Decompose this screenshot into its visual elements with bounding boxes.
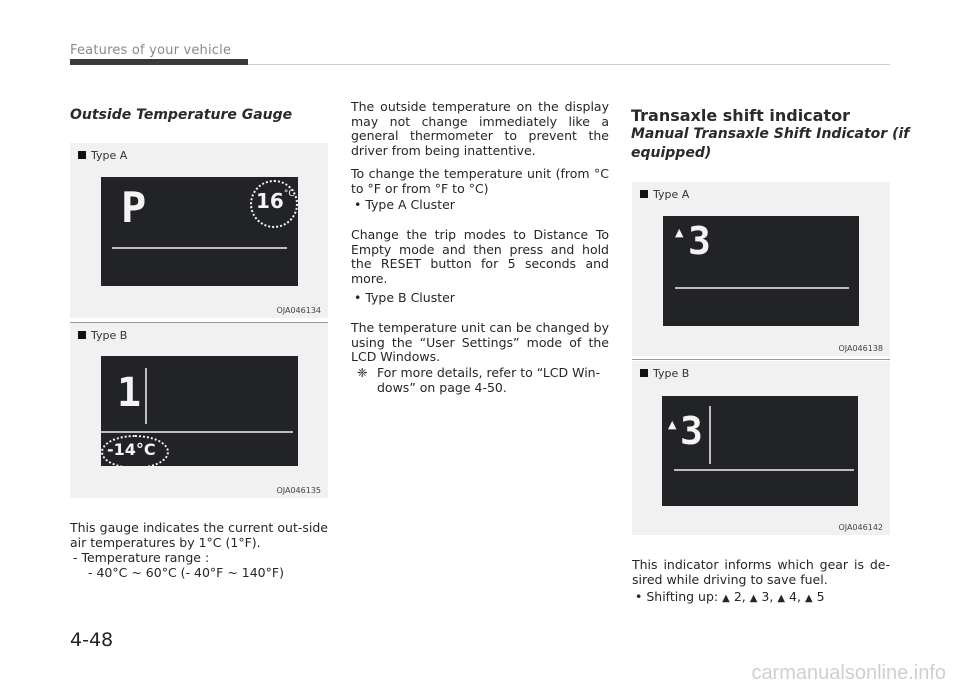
- shifting-up-label: • Shifting up:: [635, 589, 719, 604]
- shift-up-arrow-icon: ▲: [804, 593, 813, 604]
- gauge-description: This gauge indicates the current out-side air temperatures by 1°C (1°F).: [70, 520, 328, 550]
- note-line-1: For more details, refer to “LCD Win-: [377, 365, 601, 380]
- note-line-2: dows” on page 4-50.: [377, 380, 507, 395]
- gear-indicator: P: [121, 183, 147, 232]
- shift-up-arrow-icon: ▲: [777, 593, 786, 604]
- shift-up-arrow-icon: ▲: [675, 226, 684, 239]
- figure-label: Type A: [78, 149, 127, 162]
- cluster-screen: [101, 177, 298, 286]
- figure-code: OJA046138: [838, 344, 883, 353]
- section-header: Features of your vehicle: [70, 43, 232, 58]
- figure-label: Type B: [640, 367, 689, 380]
- display-divider: [675, 287, 849, 289]
- temperature-range-value: - 40°C ~ 60°C (- 40°F ~ 140°F): [88, 565, 284, 580]
- figure-shift-type-a: [632, 182, 890, 356]
- manual-shift-subtitle-line-1: Manual Transaxle Shift Indicator (if: [631, 126, 910, 142]
- manual-shift-subtitle-line-2: equipped): [631, 145, 712, 161]
- display-divider: [101, 431, 293, 433]
- gear-indicator: 3: [680, 409, 703, 453]
- display-divider: [674, 469, 854, 471]
- display-vertical-divider: [145, 368, 147, 424]
- figure-code: OJA046135: [276, 486, 321, 495]
- header-bar: [70, 59, 248, 65]
- cluster-screen: [101, 356, 298, 466]
- cluster-screen: [662, 396, 858, 506]
- shift-up-arrow-icon: ▲: [668, 418, 677, 431]
- figure-temp-type-b: [70, 323, 328, 498]
- transaxle-heading: Transaxle shift indicator: [631, 106, 850, 125]
- temp-value: -14°C: [107, 440, 156, 459]
- figure-label: Type B: [78, 329, 127, 342]
- display-divider: [112, 247, 287, 249]
- shifting-up-row: [635, 589, 825, 604]
- type-b-instructions: The temperature unit can be changed by using the “User Settings” mode of the LCD Windows.: [351, 320, 609, 365]
- note-symbol: ❈: [357, 365, 368, 380]
- shift-up-arrow-icon: ▲: [749, 593, 758, 604]
- figure-separator: [632, 359, 890, 360]
- type-b-cluster-bullet: • Type B Cluster: [354, 290, 455, 305]
- figure-shift-type-b: [632, 361, 890, 535]
- temperature-note-paragraph: The outside temperature on the display may not change immediately like a general thermometer to prevent the driver from being inattentive.: [351, 99, 609, 158]
- cluster-screen: [663, 216, 859, 326]
- type-a-cluster-bullet: • Type A Cluster: [354, 197, 455, 212]
- shift-gear-3: 3,: [761, 589, 774, 604]
- page-number: 4-48: [70, 629, 114, 651]
- shift-up-arrow-icon: ▲: [722, 593, 730, 604]
- temperature-range-label: - Temperature range :: [73, 550, 210, 565]
- shift-gear-5: 5: [816, 589, 825, 604]
- figure-code: OJA046134: [276, 306, 321, 315]
- type-a-instructions: Change the trip modes to Distance To Empty mode and then press and hold the RESET button for 5 seconds and more.: [351, 227, 609, 286]
- figure-label: Type A: [640, 188, 689, 201]
- figure-code: OJA046142: [838, 523, 883, 532]
- figure-temp-type-a: [70, 143, 328, 318]
- unit-change-intro: To change the temperature unit (from °C to °F or from °F to °C): [351, 166, 609, 196]
- outside-temperature-title: Outside Temperature Gauge: [70, 107, 293, 123]
- display-vertical-divider: [709, 406, 711, 464]
- gear-indicator: 1: [117, 370, 142, 416]
- header-rule: [248, 64, 890, 65]
- temp-value: $16^{^\circ C}$: [256, 189, 295, 213]
- gear-indicator: 3: [688, 219, 711, 263]
- shift-gear-2: 2,: [733, 589, 746, 604]
- shift-gear-4: 4,: [789, 589, 801, 604]
- shift-indicator-description: This indicator informs which gear is de-sired while driving to save fuel.: [632, 557, 890, 587]
- watermark: carmanualsonline.info: [751, 662, 946, 684]
